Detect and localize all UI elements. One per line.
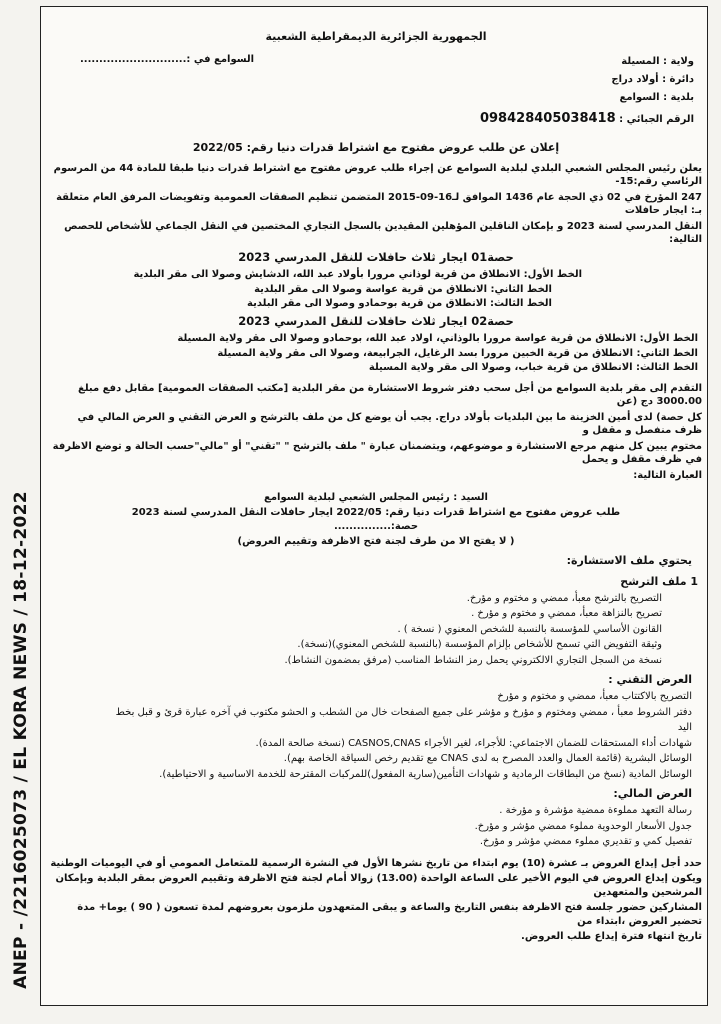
technical-item: اليد xyxy=(677,722,692,734)
closing-line: تاريخ انتهاء فترة إيداع طلب العروض. xyxy=(521,931,702,943)
lot1-line: الخط الثالث: الانطلاق من قرية بوحمادو وصولا الى مقر البلدية xyxy=(247,298,552,310)
closing-paragraph xyxy=(50,857,702,944)
lot2-line: الخط الأول: الانطلاق من قرية عواسة مرورا بالوذاني، اولاد عبد الله، بوحمادو وصولا الى مقر ولاية المسيلة xyxy=(177,333,698,345)
lot2-title: حصة02 ايجار ثلاث حافلات للنقل المدرسي 2023 xyxy=(238,313,514,328)
address-subject: طلب عروض مفتوح مع اشتراط قدرات دنيا رقم: 2022/05 ايجار حافلات النقل المدرسي لسنة 2023 xyxy=(131,506,621,518)
submission-line: مختوم يبين كل منهم مرجع الاستشارة و موضوعهم، ويتضمنان عبارة " ملف بالترشح " "تقني" أو "مالي"حسب الحالة و توضع الاظرفة في ظرف مقفل و يحمل xyxy=(52,440,702,466)
candidacy-item: القانون الأساسي للمؤسسة بالنسبة للشخص المعنوي ( نسخة ) . xyxy=(397,623,662,635)
candidacy-item: نسخة من السجل التجاري الالكتروني يحمل رمز النشاط المناسب (مرفق بمضمون النشاط). xyxy=(284,654,662,666)
address-note: ( لا يفتح الا من طرف لجنة فتح الاظرفة وتقييم العروض) xyxy=(237,535,515,547)
tax-number: 098428405038418 xyxy=(479,110,616,126)
intro-line: 247 المؤرخ في 02 ذي الحجة عام 1436 الموافق لـ16-09-2015 المتضمن تنظيم الصفقات العمومية وتفويضات المرفق العام متعلقة بـ: ايجار حافلات xyxy=(56,191,702,217)
address-lot: حصة:............... xyxy=(333,521,419,533)
daira-line: دائرة : أولاد دراج xyxy=(611,73,694,85)
side-stamp xyxy=(3,0,39,1024)
lot2-line: الخط الثاني: الانطلاق من قرية الخبين مرورا بسد الرغايل، الجرابيعة، وصولا الى مقر ولاية المسيلة xyxy=(217,347,698,359)
tax-line xyxy=(444,107,694,130)
header-block xyxy=(50,53,702,139)
lot1-line: الخط الثاني: الانطلاق من قرية عواسة وصولا الى مقر البلدية xyxy=(254,283,552,295)
financial-item: جدول الأسعار الوحدوية مملوء ممضي مؤشر و مؤرخ. xyxy=(474,820,692,832)
technical-item: دفتر الشروط معبأ ، ممضي ومختوم و مؤرخ و مؤشر على جميع الصفحات خال من الشطب و الحشو مكتوب في آخره عبارة قرئ و قبل بخط xyxy=(115,706,692,718)
technical-item: الوسائل المادية (نسخ من البطاقات الرمادية و شهادات التأمين(سارية المفعول)للمركبات المقترحة للخدمة الاساسية و الاحتياطية). xyxy=(159,768,692,780)
candidacy-item: وثيقة التفويض التي تسمح للأشخاص بإلزام المؤسسة (بالنسبة للشخص المعنوي)(نسخة). xyxy=(297,639,662,651)
intro-line: يعلن رئيس المجلس الشعبي البلدي لبلدية السوامع عن إجراء طلب عروض مفتوح مع اشتراط قدرات دنيا طبقا للمادة 44 من المرسوم الرئاسي رقم:15- xyxy=(53,162,702,188)
technical-item: التصريح بالاكتتاب معبأ، ممضي و مختوم و مؤرخ xyxy=(497,691,692,703)
candidacy-title: 1 ملف الترشح xyxy=(620,575,698,589)
submission-paragraph xyxy=(50,382,702,483)
republic-title: الجمهورية الجزائرية الديمقراطية الشعبية xyxy=(265,30,487,43)
submission-line: التقدم إلى مقر بلدية السوامع من أجل سحب دفتر شروط الاستشارة من مقر البلدية [مكتب الصفقات العمومية] مقابل دفع مبلغ 3000.00 دج (عن xyxy=(78,382,702,408)
financial-item: رسالة التعهد مملوءة ممضية مؤشرة و مؤرخة . xyxy=(499,805,692,817)
authority-block xyxy=(444,53,694,130)
wilaya-line: ولاية : المسيلة xyxy=(621,55,694,67)
intro-line: النقل المدرسي لسنة 2023 و بإمكان الناقلين المؤهلين المقيدين بالسجل التجاري المختصين في النقل الجماعي للأشخاص للحصص التالية: xyxy=(64,220,702,246)
closing-line: حدد أجل إيداع العروض بـ عشرة (10) يوم ابتداء من تاريخ نشرها الأول في النشرة الرسمية للمتعامل العمومي أو في اليوميات الوطنية xyxy=(50,857,702,869)
lot1-title: حصة01 ايجار ثلاث حافلات للنقل المدرسي 2023 xyxy=(238,249,514,264)
announcement-title: إعلان عن طلب عروض مفتوح مع اشتراط قدرات دنيا رقم: 2022/05 xyxy=(192,140,560,154)
intro-paragraph xyxy=(50,162,702,247)
publication-reference: ANEP - /2216025073 / EL KORA NEWS / 18-12-2022 xyxy=(11,491,31,989)
lot1-line: الخط الأول: الانطلاق من قرية لوذاني مرورا بأولاد عبد الله، الدشايش وصولا الى مقر البلدية xyxy=(133,269,582,281)
tax-label: الرقم الجبائي : xyxy=(619,113,694,125)
file-content-title: يحتوي ملف الاستشارة: xyxy=(566,554,692,568)
submission-line: العبارة التالية: xyxy=(633,469,702,481)
financial-title: العرض المالي: xyxy=(613,787,692,801)
technical-title: العرض التقني : xyxy=(608,673,692,687)
candidacy-item: تصريح بالنزاهة معبأ، ممضي و مختوم و مؤرخ . xyxy=(471,608,662,620)
announcement-document xyxy=(50,30,702,946)
financial-item: تفصيل كمي و تقديري مملوء ممضي مؤشر و مؤرخ. xyxy=(479,836,692,848)
technical-item: الوسائل البشرية (قائمة العمال والعدد المصرح به لدى CNAS مع تقديم رخص السياقة الخاصة بهم). xyxy=(283,753,692,765)
technical-item: شهادات أداء المستحقات للضمان الاجتماعي: للأجراء، لغير الأجراء CASNOS,CNAS (نسخة صالحة المدة). xyxy=(255,737,692,749)
closing-line: ويكون إيداع العروض في اليوم الأخير على الساعة الواحدة (13.00) زوالا أمام لجنة فتح الاظرفة وتقييم العروض بمقر البلدية وبإمكان المرشحين والمتعهدين xyxy=(55,873,702,898)
commune-line: بلدية : السوامع xyxy=(619,91,694,103)
closing-line: المشاركين حضور جلسة فتح الاظرفة بنفس التاريخ والساعة و يبقى المتعهدون ملزمون بعروضهم لمدة تسعون ( 90 ) يوما+ مدة تحضير العروض ،ابتداء من xyxy=(77,902,702,927)
lot2-line: الخط الثالث: الانطلاق من قرية خباب، وصولا الى مقر ولاية المسيلة xyxy=(368,362,698,374)
candidacy-item: التصريح بالترشح معبأ، ممضي و مختوم و مؤرخ. xyxy=(466,592,662,604)
address-recipient: السيد : رئيس المجلس الشعبي لبلدية السوامع xyxy=(264,492,488,504)
submission-line: كل حصة) لدى أمين الخزينة ما بين البلديات بأولاد دراج. يجب أن يوضع كل من ملف بالترشح و العرض التقني و العرض المالي في ظرف منفصل و مقفل و xyxy=(77,411,702,437)
date-place: السوامع في :............................ xyxy=(80,53,255,65)
